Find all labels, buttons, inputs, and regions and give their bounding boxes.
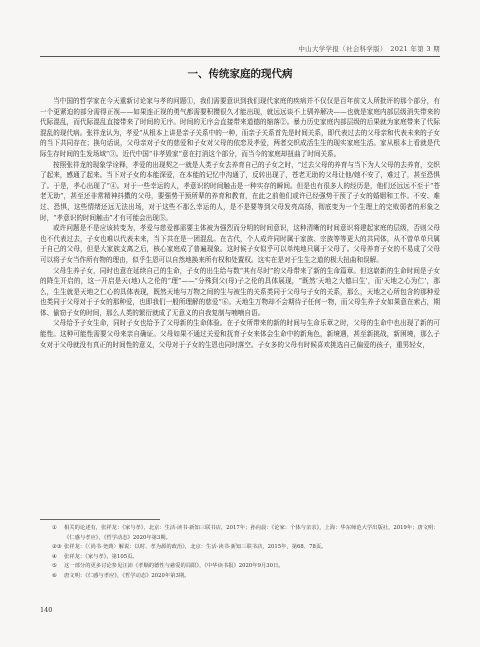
paragraph: 或许问题是不是应该转变为，孝爱与慈爱都需要主体被为强烈而分明的时间意识，这种清晰的时间意识将建起家庭的层级，否则父母也不代表过去，子女也难以代表未来，当下共在是一团混乱。在古代，个人成许同时属于家族、宗族等等更大的共同体，从不曾单单只属于自己的父母，但是大家族支离之后，核心家庭成了普遍现象。这时候子女似乎可以单纯地只属于父母了。父母养育子女的不易成了父母可以将子女当作所有物的理由，似乎生恩可以自然地换来所有权和处置权。这实在是对于生生之道的极大扭曲和误解。	[40, 224, 440, 264]
footnote-text: 张祥龙：《家与孝》，第105页。	[64, 553, 138, 560]
footnote-text: 唐文明：《仁感与孝应》，《哲学动态》2020年第3期。	[64, 572, 190, 579]
footnote-mark: ⑥	[52, 572, 57, 579]
footnote-rule	[40, 519, 160, 520]
paragraph: 按照张祥龙的现象学诠释，孝爱的出现契之一就是人类子女去养育自己的子女之时，“过去父母的养育与当下为人父母的去养育，交织了起来，感通了起来。当下对子女的本能深爱，在本能的记忆中沟通了，反转出现了，苍老无助的父母让他/她不安了，难过了，甚至恐惧了。于是，孝心出现了”④。对于一些幸运的人，孝意识的时间触击是一种实存的瞬间。但是也有很多人的经历是，他们还远远不至于“苍老无助”，甚至还非常精神抖擞的父母，要强势干预所辈的养育和教育，在此之前他们或许已经强势干预了子女的婚姻和工作。不安、难过、恐惧，这些情绪还远无法出场，对于这些不那么幸运的人，是不是要等到父母发亮高扬，彻底变为一个生理上的完败弱者的形象之时，“孝意识的时间触击”才有可能会出现⑤。	[40, 160, 440, 222]
paragraph: 当中国的哲学家在今天重新讨论家与孝的问题①，我们需要意识到我们现代家庭的疾病并不仅仅是百年前文人所批评的那个部分，有一个更紧迫的部分需得正视——如果连正视的勇气都需要积攒很久才能出现，就远远谈不上驯养解决——也就是家庭内部层级消失带来的代际混乱，而代际混乱直接带来了时间的无序。时间的无序会直接带来道德的缩落②。暴力历史家庭内部层级的后果就为家庭带来了代际混乱的现代病。张祥龙认为，孝爱“从根本上讲是亲子关系中的一种，而亲子关系首先是时间关系，即代表过去的父母亲和代表未来的子女的当下共同存在；换句话说，父母亲对子女的慈爱和子女对父母的依恋及孝爱，两者交织成活生生的现实家庭生活。家从根本上看就是代际生存时间的生发场域”③。近代中国“非孝毁家”意在打消这个部分，而当今的家庭却扭曲了时间关系。	[40, 97, 440, 158]
running-header: 中山大学学报（社会科学版） 2021 年第 3 期	[298, 45, 440, 53]
footnote	[52, 524, 440, 543]
footnote-text: 这一部分的更多讨论参见汪沛《孝顺的德性与慈爱的局限》，《中华读书报》2020年9月30日。	[64, 563, 284, 570]
footnote-mark: ②③	[52, 544, 62, 551]
footnote	[52, 543, 440, 553]
paragraph: 父母给予子女生命，同时子女也给予了父母新的生命体验。在子女所带来的新的时间与生命乐章之时，父母的生命中也出现了新的可能性。这种可能性需要父母来亲自确证。父母如果不通过关爱和抚育子女来体会生命中的新角色，新境遇，甚至新挑战，新困境，那么子女对于父母就没有真正的时间性的意义，父母对于子女的生恩也同时落空。子女多的父母有时候喜欢挑选自己偏爱的孩子，重男轻女，	[40, 319, 440, 349]
page-number: 140	[40, 606, 53, 614]
footnote	[52, 562, 440, 572]
footnote-mark: ⑤	[52, 563, 57, 570]
footnote-mark: ④	[52, 553, 57, 560]
footnotes	[52, 524, 440, 582]
header-rule	[40, 56, 440, 57]
paragraph: 父母生养子女，同时也意在延续自己的生命，子女的出生给与数“其有尽时”的父母带来了新的生命篇章。但这崭新的生命时间是子女的降生开启的，这一开启是天(地)人之伦的“理”——“分殊到父(母)子之伦的具体展现，“既然‘天地之大德曰生’，而‘天地之心为仁’，那么，生生就是天地之仁心的具体表现，既然天地与万物之间的生与被生的关系类同于父母与子女的关系，那么，天地之心所包含的那种爱也类同于父母对于子女的那种爱，也即我们一般所理解的慈爱”⑥。天地生万物却不会期待子任何一物，而父母生养子女如果意在索占，期体、偷窃子女的时间，那么人类的繁衍就成了无意义的自我复制与喃喃自语。	[40, 266, 440, 317]
footnote-text: 相关的论述有，张祥龙：《家与孝》，北京：生活·读书·新知三联书店，2017年；孙向晨：《论家：个体与亲亲》，上海：华东师范大学出版社，2019年；唐文明：《仁感与孝应》，《哲学动态》2020年第3期。	[64, 525, 439, 541]
section-title: 一、传统家庭的现代病	[187, 68, 293, 80]
article-body	[40, 96, 440, 350]
footnote	[52, 553, 440, 563]
footnote-text: 张祥龙：《〈尚书·尧典〉解说：以时、孝为源的政治》，北京：生活·读书·新知三联书店，2015年，第68、78页。	[64, 544, 327, 551]
footnote-mark: ①	[52, 525, 57, 531]
footnote	[52, 572, 440, 582]
